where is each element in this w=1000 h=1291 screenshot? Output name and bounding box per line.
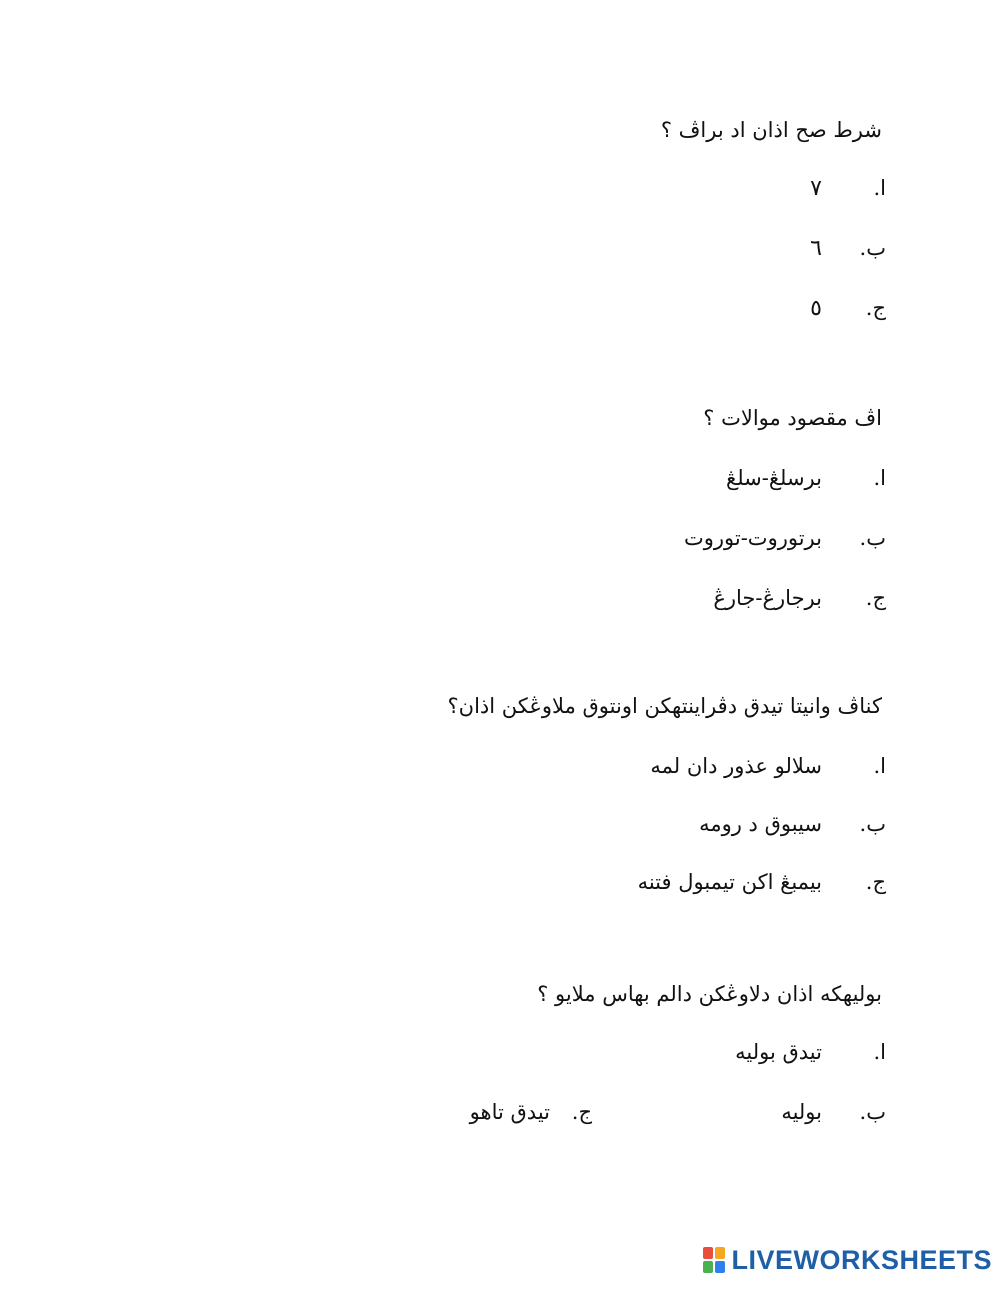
option-label: ا. <box>873 754 886 778</box>
option-label: ب. <box>859 1100 886 1124</box>
question-1-option-b[interactable] <box>810 236 886 261</box>
question-3-option-a[interactable] <box>650 754 886 778</box>
liveworksheets-logo-icon <box>703 1247 725 1273</box>
option-text: برتوروت-توروت <box>683 526 822 550</box>
question-4-option-b[interactable] <box>781 1100 886 1124</box>
question-2-option-b[interactable] <box>684 526 886 550</box>
option-text: برجارڠ-جارڠ <box>713 586 822 610</box>
option-text: تيدق تاهو <box>469 1100 550 1124</box>
option-label: ج. <box>571 1100 592 1124</box>
question-3-option-b[interactable] <box>699 812 886 836</box>
question-1-option-c[interactable] <box>810 296 886 321</box>
question-3-option-c[interactable] <box>638 870 886 894</box>
question-2-text: اڤ مقصود موالات ؟ <box>703 406 882 430</box>
option-label: ب. <box>859 526 886 550</box>
brand-name: LIVEWORKSHEETS <box>731 1244 992 1275</box>
option-text: تيدق بوليه <box>735 1040 822 1064</box>
option-text: سيبوق د رومه <box>699 812 822 836</box>
question-4-text: بوليهکه اذان دلاوڠکن دالم بهاس ملايو ؟ <box>537 982 882 1006</box>
option-label: ج. <box>865 586 886 610</box>
question-2-option-a[interactable] <box>726 466 886 490</box>
option-label: ب. <box>859 812 886 836</box>
option-text: بيمبڠ اکن تيمبول فتنه <box>637 870 822 894</box>
option-label: ا. <box>873 1040 886 1064</box>
question-1-option-a[interactable] <box>810 176 886 201</box>
option-label: ج. <box>865 296 886 320</box>
option-text: بوليه <box>781 1100 822 1124</box>
option-text: ٥ <box>810 296 822 321</box>
liveworksheets-brand <box>703 1243 992 1277</box>
option-text: برسلڠ-سلڠ <box>726 466 822 490</box>
option-text: ٦ <box>810 236 822 261</box>
option-label: ا. <box>873 466 886 490</box>
option-text: سلالو عذور دان لمه <box>650 754 822 778</box>
question-2-option-c[interactable] <box>713 586 886 610</box>
option-text: ٧ <box>810 176 822 201</box>
question-3-text: کناڤ وانيتا تيدق دڤراينتهکن اونتوق ملاوڠکن اذان؟ <box>447 694 882 718</box>
option-label: ب. <box>859 236 886 260</box>
question-4-option-c[interactable] <box>470 1100 592 1124</box>
option-label: ج. <box>865 870 886 894</box>
question-4-option-a[interactable] <box>735 1040 886 1064</box>
option-label: ا. <box>873 176 886 200</box>
question-1-text: شرط صح اذان اد براڤ ؟ <box>660 118 882 142</box>
